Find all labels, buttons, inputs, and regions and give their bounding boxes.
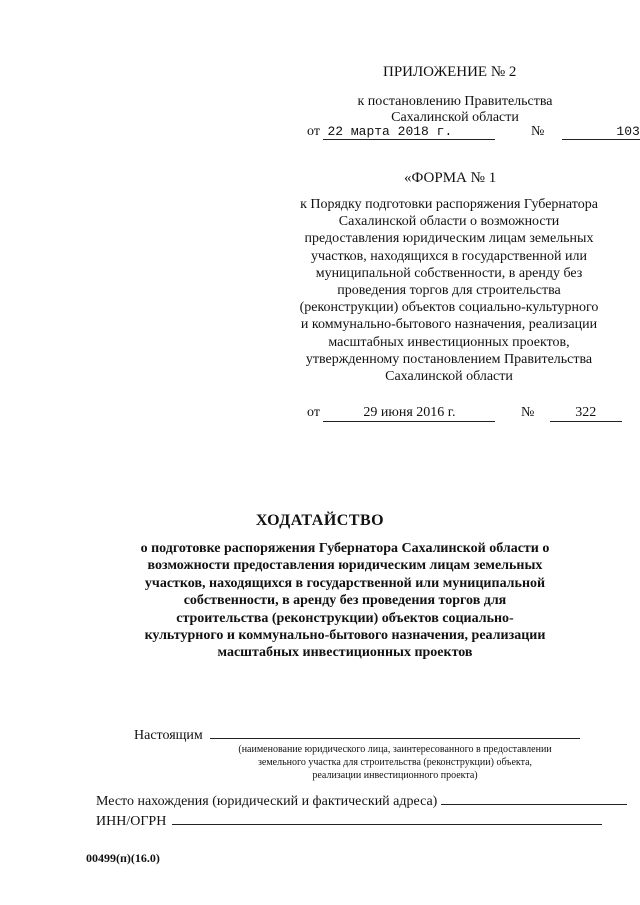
applicant-hint-line1: (наименование юридического лица, заинтересованного в предоставлении — [238, 744, 552, 755]
applicant-hint — [220, 743, 570, 782]
appendix-title: ПРИЛОЖЕНИЕ № 2 — [383, 64, 517, 80]
form-date-row — [307, 405, 622, 422]
appendix-date-value: 22 марта 2018 г. — [323, 124, 495, 140]
document-title: ХОДАТАЙСТВО — [255, 512, 385, 529]
location-row — [96, 792, 627, 810]
form-date-value: 29 июня 2016 г. — [323, 405, 495, 422]
appendix-subtitle — [330, 94, 580, 126]
applicant-line[interactable] — [210, 726, 580, 739]
inn-label: ИНН/ОГРН — [96, 814, 167, 829]
form-number-value: 322 — [550, 405, 622, 422]
applicant-hint-line3: реализации инвестиционного проекта) — [312, 770, 478, 781]
location-label: Место нахождения (юридический и фактический адреса) — [96, 794, 438, 809]
inn-row — [96, 812, 602, 830]
form-title: «ФОРМА № 1 — [404, 170, 497, 186]
applicant-row — [134, 726, 580, 744]
applicant-label: Настоящим — [134, 728, 203, 743]
form-body: к Порядку подготовки распоряжения Губернатора Сахалинской области о возможности предоставления юридическим лицам земельных участков, находящихся в государственной или муниципальной собственности, в аренду без проведения торгов для строительства (реконструкции) объектов социально-культурного и коммунально-бытового назначения, реализации масштабных инвестиционных проектов, утвержденному постановлением Правительства Сахалинской области — [299, 197, 599, 385]
appendix-date-row — [307, 124, 640, 140]
appendix-number-label: № — [530, 124, 545, 139]
appendix-subtitle-line1: к постановлению Правительства — [357, 94, 553, 109]
appendix-date-prefix: от — [307, 124, 320, 139]
document-description: о подготовке распоряжения Губернатора Сахалинской области о возможности предоставления юридическим лицам земельных участков, находящихся в государственной или муниципальной собственности, в аренду без проведения торгов для строительства (реконструкции) объектов социально-культурного и коммунально-бытового назначения, реализации масштабных инвестиционных проектов — [140, 541, 550, 661]
inn-line[interactable] — [172, 812, 602, 825]
document-code: 00499(п)(16.0) — [86, 851, 160, 865]
form-number-label: № — [520, 405, 535, 420]
appendix-number-value: 103 — [562, 124, 640, 140]
location-line[interactable] — [441, 792, 627, 805]
appendix-subtitle-line2: Сахалинской области — [391, 110, 519, 125]
form-date-prefix: от — [307, 405, 320, 420]
applicant-hint-line2: земельного участка для строительства (реконструкции) объекта, — [257, 757, 533, 768]
